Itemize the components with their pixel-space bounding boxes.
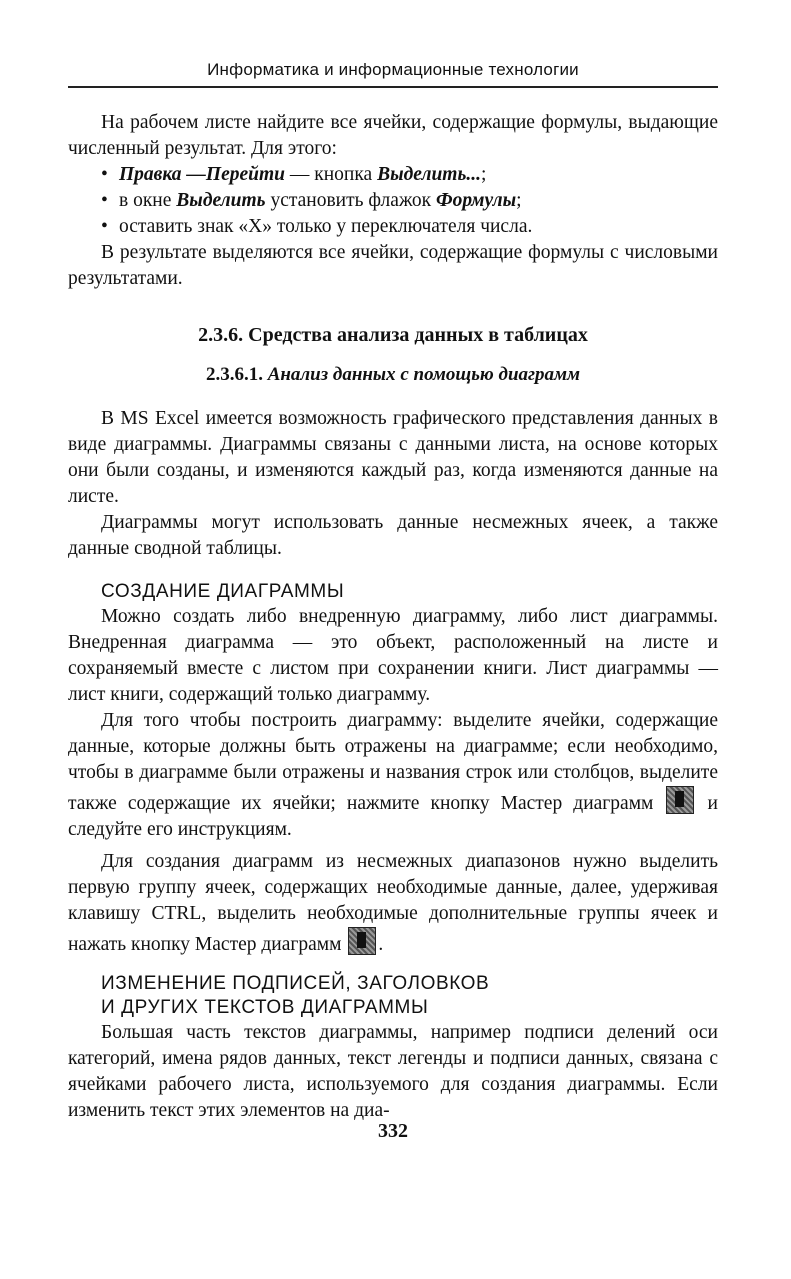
header-rule	[68, 86, 718, 88]
intro-paragraph: На рабочем листе найдите все ячейки, содержащие формулы, выдающие численный результат. Для этого:	[68, 112, 718, 159]
noncontiguous-paragraph: Диаграммы могут использовать данные несмежных ячеек, а также данные сводной таблицы.	[68, 512, 718, 559]
chart-texts-paragraph: Большая часть текстов диаграммы, например подписи делений оси категорий, имена рядов данных, текст легенды и подписи данных, связана с ячейками рабочего листа, используемого для создания диаграммы. Если изменить текст этих элементов на диа-	[68, 1022, 718, 1121]
create-chart-heading: СОЗДАНИЕ ДИАГРАММЫ	[101, 581, 345, 602]
chart-types-paragraph: Можно создать либо внедренную диаграмму, либо лист диаграммы. Внедренная диаграмма — это объект, расположенный на листе и сохраняемый вместе с листом при сохранении книги. Лист диаграммы — лист книги, содержащий только диаграмму.	[68, 606, 718, 705]
menu-path: Правка —Перейти	[119, 164, 285, 185]
bullet-item-1: • Правка —Перейти — кнопка Выделить...;	[101, 164, 487, 185]
book-page	[68, 60, 718, 1142]
bullet-item-2: • в окне Выделить установить флажок Формулы;	[101, 190, 522, 211]
window-name: Выделить	[176, 190, 266, 211]
chart-wizard-icon	[666, 786, 694, 814]
select-button-name: Выделить...	[377, 164, 481, 185]
chart-wizard-icon	[348, 927, 376, 955]
build-chart-paragraph: Для того чтобы построить диаграмму: выделите ячейки, содержащие данные, которые должны быть отражены на диаграмме; если необходимо, чтобы в диаграмме были отражены и названия строк или столбцов, выделите также содержащие их ячейки; нажмите кнопку Мастер диаграмм и следуйте его инструкциям.	[68, 710, 718, 840]
noncontiguous-ranges-paragraph: Для создания диаграмм из несмежных диапазонов нужно выделить первую группу ячеек, содержащих необходимые данные, далее, удерживая клавишу CTRL, выделить необходимые дополнительные группы ячеек и нажать кнопку Мастер диаграмм .	[68, 851, 718, 955]
bullet-item-3: • оставить знак «X» только у переключателя числа.	[101, 216, 533, 237]
excel-intro-paragraph: В MS Excel имеется возможность графического представления данных в виде диаграммы. Диаграммы связаны с данными листа, на основе которых они были созданы, и изменяются каждый раз, когда изменяются данные на листе.	[68, 408, 718, 507]
flag-name: Формулы	[436, 190, 517, 211]
edit-labels-heading: ИЗМЕНЕНИЕ ПОДПИСЕЙ, ЗАГОЛОВКОВ И ДРУГИХ ТЕКСТОВ ДИАГРАММЫ	[101, 973, 490, 1018]
page-number: 332	[378, 1120, 408, 1142]
subsection-title: 2.3.6.1. Анализ данных с помощью диаграмм	[205, 364, 581, 385]
result-paragraph: В результате выделяются все ячейки, содержащие формулы с числовыми результатами.	[68, 242, 718, 289]
section-title: 2.3.6. Средства анализа данных в таблицах	[198, 324, 588, 346]
running-header: Информатика и информационные технологии	[207, 60, 579, 79]
